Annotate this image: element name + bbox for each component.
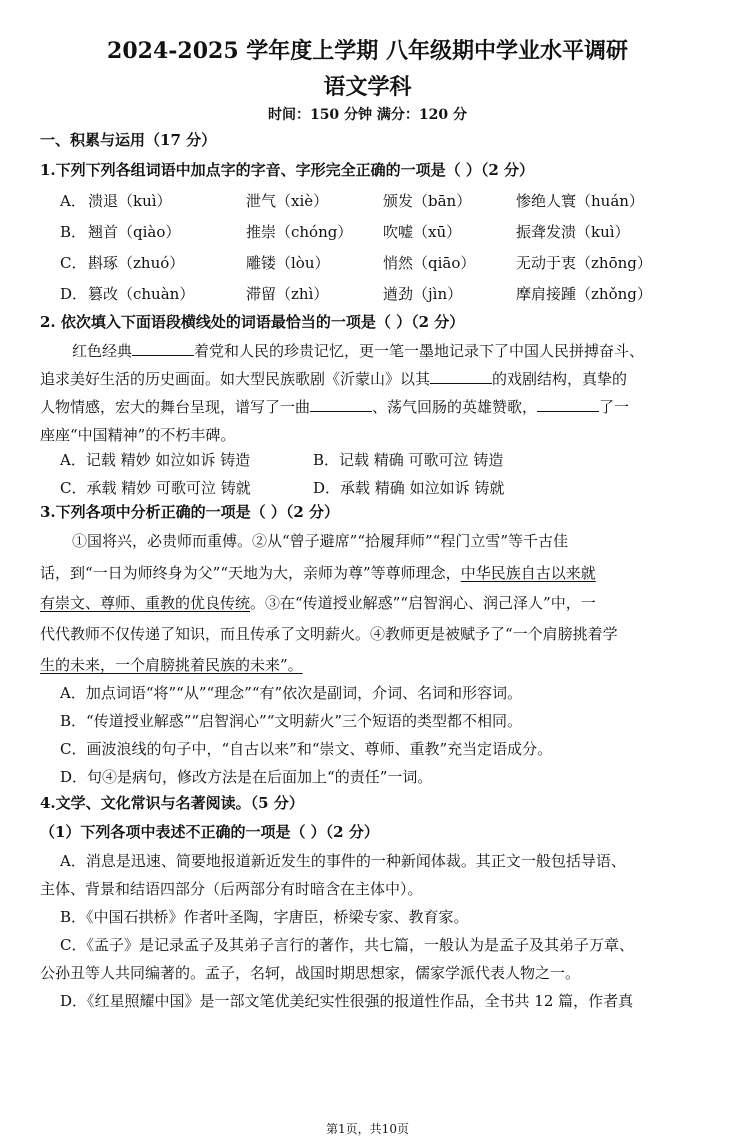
q1-c-3: 悄然（qiāo）: [383, 254, 476, 272]
q2-text: 、荡气回肠的英雄赞歌，: [372, 398, 538, 416]
q4-option-d-line1: D．《红星照耀中国》是一部文笔优美纪实性很强的报道性作品，全书共 12 篇，作者真: [60, 992, 634, 1010]
q3-para-line4: 代代教师不仅传递了知识，而且传承了文明薪火。④教师更是被赋予了“一个肩膀挑着学: [40, 625, 618, 643]
q1-a-4: 惨绝人寰（huán）: [516, 192, 644, 210]
q2-text: 着党和人民的珍贵记忆，更一笔一墨地记录下了中国人民拼搏奋斗、: [194, 342, 645, 360]
q2-text: 红色经典: [72, 342, 133, 360]
q2-stem: 2. 依次填入下面语段横线处的词语最恰当的一项是（ ）（2 分）: [40, 313, 465, 331]
q1-stem: 1.下列下列各组词语中加点字的字音、字形完全正确的一项是（ ）（2 分）: [40, 161, 535, 179]
q1-b-2: 推崇（chóng）: [246, 223, 353, 241]
q3-option-b: B．“传道授业解惑”“启智润心”“文明薪火”三个短语的类型都不相同。: [60, 712, 523, 730]
page-footer: 第1页，共10页: [326, 1122, 409, 1136]
q3-option-d: D．句④是病句，修改方法是在后面加上“的责任”一词。: [60, 768, 433, 786]
q4-option-b: B．《中国石拱桥》作者叶圣陶，字唐臣，桥梁专家、教育家。: [60, 908, 469, 926]
q3-para-line3: [40, 593, 708, 613]
q2-option-a: A．记载 精妙 如泣如诉 铸造: [60, 451, 251, 469]
q3-stem: 3.下列各项中分析正确的一项是（ ）（2 分）: [40, 503, 340, 521]
q3-option-c: C．画波浪线的句子中，“自古以来”和“崇文、尊师、重教”充当定语成分。: [60, 740, 553, 758]
q2-text: 追求美好生活的历史画面。如大型民族歌剧《沂蒙山》以其: [40, 370, 431, 388]
q4-option-c-line2: 公孙丑等人共同编著的。孟子，名轲，战国时期思想家，儒家学派代表人物之一。: [40, 964, 581, 982]
q2-option-d: D．承载 精确 如泣如诉 铸就: [313, 479, 505, 497]
q3-para-line5: 生的未来，一个肩膀挑着民族的未来”。: [40, 656, 303, 674]
q2-para-line4: 座座“中国精神”的不朽丰碑。: [40, 426, 236, 444]
q1-a-2: 泄气（xiè）: [246, 192, 329, 210]
q1-d-2: 滞留（zhì）: [246, 285, 329, 303]
q3-option-a: A．加点词语“将”“从”“理念”“有”依次是副词，介词、名词和形容词。: [60, 684, 523, 702]
q1-b-1: 翘首（qiào）: [88, 223, 181, 241]
q4-stem: 4.文学、文化常识与名著阅读。（5 分）: [40, 794, 304, 812]
section1-heading: 一、积累与运用（17 分）: [40, 131, 217, 149]
q1-b-label: B．: [60, 223, 87, 241]
q2-text: 的戏剧结构，真挚的: [492, 370, 628, 388]
q1-d-1: 篡改（chuàn）: [88, 285, 195, 303]
q1-a-3: 颁发（bān）: [383, 192, 472, 210]
q4-option-a-line2: 主体、背景和结语四部分（后两部分有时暗含在主体中）。: [40, 880, 423, 898]
q2-text: 人物情感，宏大的舞台呈现，谱写了一曲: [40, 398, 311, 416]
q1-d-4: 摩肩接踵（zhǒng）: [516, 285, 652, 303]
q3-wavy-underlined: 有崇文、尊师、重教的优良传统: [40, 594, 251, 612]
q4-sub1: （1）下列各项中表述不正确的一项是（ ）（2 分）: [40, 823, 379, 841]
q3-para-line1: ①国将兴，必贵师而重傅。②从“曾子避席”“拾履拜师”“程门立雪”等千古佳: [72, 532, 569, 550]
q2-para-line1: [72, 341, 735, 361]
q2-blank-3: [310, 397, 372, 412]
q4-option-c-line1: C．《孟子》是记录孟子及其弟子言行的著作，共七篇，一般认为是孟子及其弟子万章、: [60, 936, 634, 954]
q1-b-3: 吹嘘（xū）: [383, 223, 462, 241]
q1-a-label: A．: [60, 192, 86, 210]
q2-blank-4: [537, 397, 599, 412]
q3-wavy-underlined: 中华民族自古以来就: [460, 564, 596, 582]
q2-blank-1: [132, 341, 194, 356]
time-info: 时间：150 分钟 满分：120 分: [267, 107, 468, 123]
q1-d-label: D．: [60, 285, 88, 303]
q2-option-c: C．承载 精妙 可歌可泣 铸就: [60, 479, 251, 497]
q2-blank-2: [430, 369, 492, 384]
q3-para-line2: [40, 563, 708, 583]
q2-para-line2: [40, 369, 708, 389]
q4-option-a-line1: A．消息是迅速、简要地报道新近发生的事件的一种新闻体裁。其正文一般包括导语、: [60, 852, 626, 870]
subject-title: 语文学科: [323, 74, 412, 100]
q1-b-4: 振聋发溃（kuì）: [516, 223, 630, 241]
q1-a-1: 溃退（kuì）: [88, 192, 172, 210]
q2-text: 了一: [599, 398, 630, 416]
q1-c-label: C．: [60, 254, 87, 272]
q2-para-line3: [40, 397, 708, 417]
q3-text: 。③在“传道授业解惑”“启智润心、润己泽人”中，一: [250, 594, 596, 612]
q1-c-2: 雕镂（lòu）: [246, 254, 330, 272]
q1-c-1: 斟琢（zhuó）: [88, 254, 185, 272]
q3-text: 话，到“一日为师终身为父”“天地为大，亲师为尊”等尊师理念，: [40, 564, 461, 582]
exam-title: 2024-2025 学年度上学期 八年级期中学业水平调研: [107, 38, 628, 64]
q2-option-b: B．记载 精确 可歌可泣 铸造: [313, 451, 504, 469]
q1-d-3: 遒劲（jìn）: [383, 285, 463, 303]
q1-c-4: 无动于衷（zhōng）: [516, 254, 652, 272]
